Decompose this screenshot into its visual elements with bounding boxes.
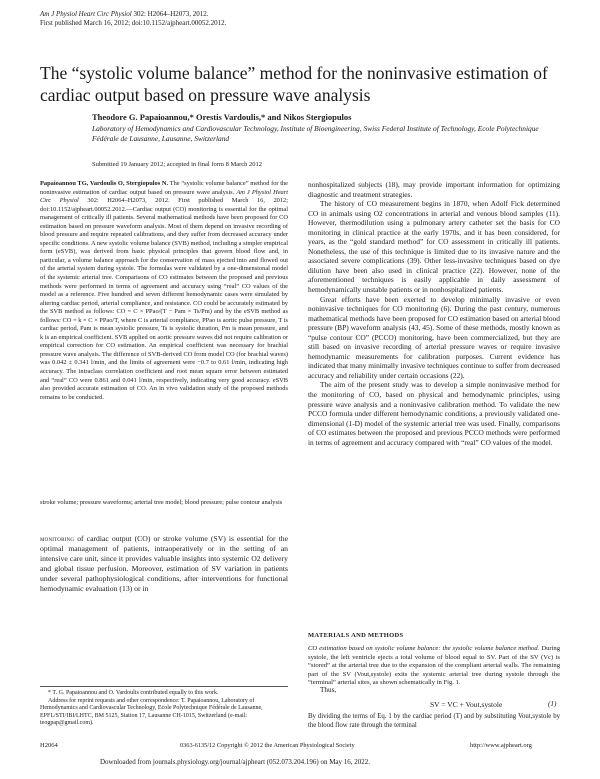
abstract-citation-title: The “systolic volume balance” method for the noninvasive estimation of cardiac output based on pressure wave analysis. — [40, 180, 289, 196]
abstract — [40, 180, 288, 402]
submission-dates: Submitted 19 January 2012; accepted in final form 8 March 2012 — [92, 161, 263, 168]
footnote-divider — [40, 686, 288, 687]
copyright-line: 0363-6135/12 Copyright © 2012 the American Physiological Society — [180, 742, 355, 749]
methods-subheading: CO estimation based on systolic volume balance: the systolic volume balance method. — [308, 645, 540, 652]
footnote-correspondence: Address for reprint requests and other correspondence: T. Papaioannou, Laboratory of Hemodynamics and Cardiovascular Technology, Ecole Polytechnique Fédérale de Lausanne, EPFL/STI/IBI/LHTC, BM 5125, Station 17, Lausanne CH-1015, Switzerland (e-mail: teogpap@gmail.com). — [40, 697, 263, 727]
published-line: First published March 16, 2012; doi:10.1152/ajpheart.00052.2012. — [40, 19, 227, 27]
journal-header — [40, 10, 226, 28]
methods-heading: MATERIALS AND METHODS — [308, 632, 404, 639]
affiliation: Laboratory of Hemodynamics and Cardiovascular Technology, Institute of Bioengineering, Swiss Federal Institute of Technology, Ecole Polytechnique Fédérale de Lausanne, Lausanne, Switzerland — [92, 124, 539, 143]
paragraph-2: The history of CO measurement begins in 1870, when Adolf Fick determined CO in animals using O2 concentrations in arterial and venous blood samples (11). However, thermodilution using a pulmonary artery catheter set the basis for CO monitoring in clinical practice at the early 1970s, and it has been considered, for years, as the “gold standard method” for CO assessment in critically ill patients. Nonetheless, the use of this technique is limited due to its invasive nature and the associated severe complications (39). Other less-invasive techniques based on dye dilution have been also used in clinical practice (22). However, none of the aforementioned techniques is easily applicable in daily assessment of hemodynamically unstable patients or in nonhospitalized patients. — [308, 199, 560, 295]
download-notice: Downloaded from journals.physiology.org/journal/ajpheart (052.073.204.196) on May 16, 2022. — [100, 758, 371, 766]
methods-body: During systole, the left ventricle ejects a total volume of blood equal to SV. Part of the SV (Vc) is “stored” at the arterial tree due to the expansion of the compliant arterial walls. The remaining part of the SV (Vout,systole) exits the systemic arterial tree during systole through the “terminal” arterial sites, as shown schematically in Fig. 1. — [308, 645, 560, 686]
paragraph-4: The aim of the present study was to develop a simple noninvasive method for the monitoring of CO, based on physical and hemodynamic principles, using pressure wave analysis and a noninvasive calibration method. To validate the new PCCO formula under different hemodynamic conditions, a previously validated one-dimensional (1-D) model of the systemic arterial tree was used. Finally, comparisons of CO estimates between the proposed and previous PCCO methods were performed in terms of agreement and accuracy compared with “real” CO values of the model. — [308, 380, 560, 447]
paragraph-1: nonhospitalized subjects (18), may provide important information for optimizing diagnostic and treatment strategies. — [308, 180, 560, 199]
methods-continuation: By dividing the terms of Eq. 1 by the cardiac period (T) and by substituting Vout,systole by the blood flow rate through the terminal — [308, 713, 560, 729]
abstract-citation-journal: Am J Physiol Heart Circ Physiol — [40, 188, 288, 205]
paragraph-3: Great efforts have been exerted to develop minimally invasive or even noninvasive techniques for CO monitoring (6). During the past century, numerous mathematical methods have been proposed for CO estimation based on arterial blood pressure (BP) waveform analysis (43, 45). Some of these methods, mostly known as “pulse contour CO” (PCCO) monitoring, have been commercialized, but they are still based on invasive recording of arterial pressure waves or require invasive hemodynamic measurements for calibration purposes. Current evidence has indicated that many minimally invasive techniques continue to suffer from decreased accuracy and reliability under certain occasions (22). — [308, 294, 560, 380]
paper-title: The “systolic volume balance” method for the noninvasive estimation of cardiac output based on pressure wave analysis — [40, 63, 548, 105]
page-number: H2064 — [40, 742, 58, 749]
author-list: Theodore G. Papaioannou,* Orestis Vardoulis,* and Nikos Stergiopulos — [92, 112, 352, 122]
intro-lead-word: monitoring — [40, 534, 75, 543]
methods-text — [308, 645, 560, 688]
journal-ref: Am J Physiol Heart Circ Physiol — [40, 10, 132, 18]
footnote-equal-contribution: * T. G. Papaioannou and O. Vardoulis contributed equally to this work. — [48, 690, 219, 696]
footnotes — [40, 690, 288, 728]
intro-text: of cardiac output (CO) or stroke volume (SV) is essential for the optimal management of patients, intraoperatively or in the setting of an intensive care unit, since it provides valuable insights into systemic O2 delivery and global tissue perfusion. Moreover, estimation of SV variation in patients under several pathophysiological conditions, after interventions for functional hemodynamic evaluation (13) or in — [40, 534, 288, 594]
journal-url[interactable]: http://www.ajpheart.org — [470, 742, 532, 749]
keywords: stroke volume; pressure waveforms; arterial tree model; blood pressure; pulse contour analysis — [40, 499, 283, 506]
introduction — [40, 534, 288, 595]
right-column-intro — [308, 180, 560, 447]
abstract-body: 302: H2064–H2073, 2012. First published March 16, 2012; doi:10.1152/ajpheart.00052.2012.—Cardiac output (CO) monitoring is essential for the optimal management of critically ill patients. Several mathematical methods have been proposed for CO estimation based on pressure waveform analysis. Most of them depend on invasive recording of blood pressure and require repeated calibrations, and they suffer from decreased accuracy under specific conditions. A new systolic volume balance (SVB) method, including a simpler empirical form (eSVB), was derived from basic physical principles that govern blood flow and, in particular, a volume balance approach for the conservation of mass ejected into and flowed out of the arterial system during systole. The formulas were validated by a one-dimensional model of the systemic arterial tree. Comparisons of CO estimates between the proposed and previous methods were performed in terms of agreement and accuracy using “real” CO values of the model as a reference. Five hundred and seven different hemodynamic cases were simulated by altering cardiac period, arterial compliance, and resistance. CO could be accurately estimated by the SVB method as follows: CO = C × PPao/(T − Pam × Ts/Pm) and by the eSVB method as follows: CO = k × C × PPao/T, where C is arterial compliance, PPao is aortic pulse pressure, T is cardiac period, Pam is mean systolic pressure, Ts is systolic duration, Pm is mean pressure, and k is an empirical coefficient. SVB applied on aortic pressure waves did not require calibration or empirical correction for CO estimation. An empirical coefficient was necessary for brachial pressure wave analysis. The difference of SVB-derived CO from model CO (for brachial waves) was 0.042 ± 0.341 l/min, and the limits of agreement were −0.7 to 0.61 l/min, indicating high accuracy. The intraclass correlation coefficient and root mean square error between estimated and “real” CO were 0.861 and 0.041 l/min, respectively, indicating very good accuracy. eSVB also provided accurate estimation of CO. An in vivo validation study of the proposed methods remains to be conducted. — [40, 197, 289, 401]
journal-volume: 302: H2064–H2073, 2012. — [131, 10, 209, 18]
equation-number: (1) — [548, 700, 557, 708]
thus-label: Thus, — [320, 686, 337, 694]
equation-1: SV = VC + Vout,systole — [430, 700, 503, 709]
abstract-citation-authors: Papaioannou TG, Vardoulis O, Stergiopulos N. — [40, 180, 169, 187]
